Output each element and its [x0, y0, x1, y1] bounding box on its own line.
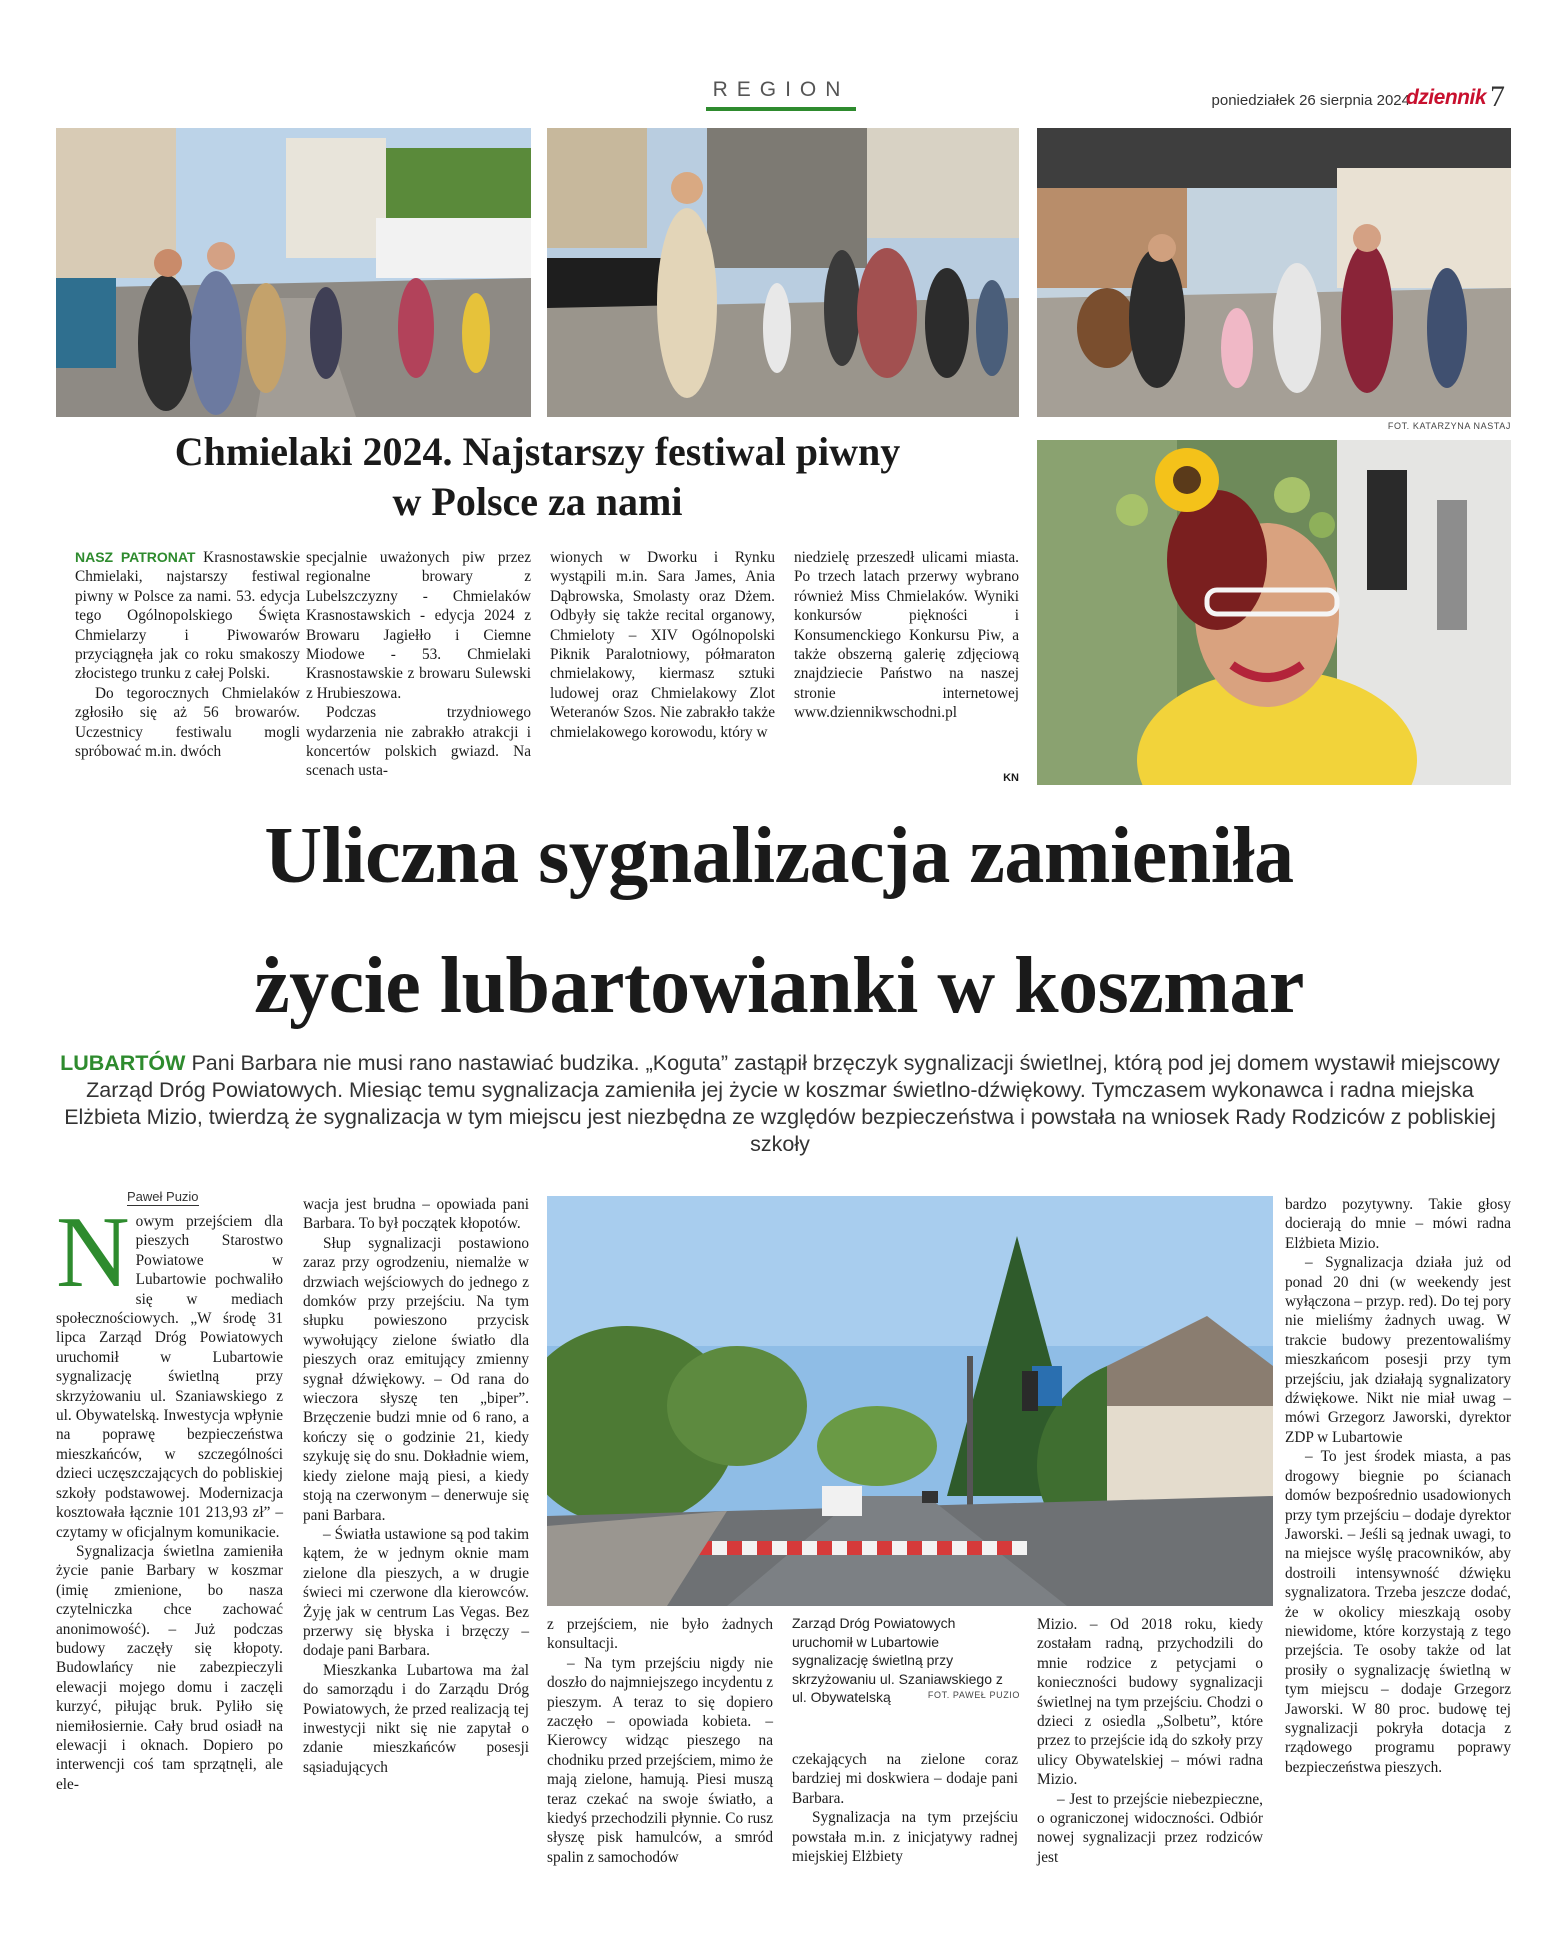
main-col4-p2: Sygnalizacja na tym przejściu powstała m.in. z inicjatywy radnej miejskiej Elżbiety: [792, 1809, 1018, 1866]
main-col5-p1: Mizio. – Od 2018 roku, kiedy zostałam radną, przychodzili do mnie rodzice z petycjami o konieczności budowy sygnalizacji świetlnej na tym przejściu. Chodzi o dzieci z osiedla „Solbetu”, które przez to przejście idą do szkoły przy ulicy Obywatelskiej – mówi radna Mizio.: [1037, 1616, 1263, 1789]
issue-date: poniedziałek 26 sierpnia 2024: [1211, 92, 1410, 109]
page-number: 7: [1490, 80, 1505, 113]
main-col3-p1: z przejściem, nie było żadnych konsultacji.: [547, 1616, 773, 1653]
main-headline-line1: Uliczna sygnalizacja zamieniła: [264, 812, 1294, 900]
main-col6-p3: – To jest środek miasta, a pas drogowy biegnie po ścianach domów bezpośrednio usadowionych przy tym przejściu – dodaje dyrektor Jaworski. – Jeśli są jednak uwagi, to na miejsce wyślę pracowników, aby dostroili intensywność dźwięku sygnalizatora. Trzeba jeszcze dodać, że w okolicy mieszkają osoby niewidome, które korzystają z tego przejścia. Te osoby także od lat prosiły o sygnalizację świetlną w tym miejscu – dodaje Grzegorz Jaworski. W 80 proc. budowę tej sygnalizacji pokryła dotacja z rządowego programu poprawy bezpieczeństwa pieszych.: [1285, 1448, 1511, 1776]
festival-col1-p1: Krasnostawskie Chmielaki, najstarszy festiwal piwny w Polsce za nami. 53. edycja tego Ogólnopolskiego Święta Chmielarzy i Piwowarów przyciągnęła jak co roku smakoszy złocistego trunku z całej Polski.: [75, 549, 301, 683]
festival-col2-p2: Podczas trzydniowego wydarzenia nie zabrakło atrakcji i koncertów polskich gwiazd. Na scenach usta-: [306, 704, 531, 780]
main-lead: [60, 1050, 1500, 1158]
main-column-3: [547, 1615, 773, 1867]
newspaper-logo: dziennik: [1405, 86, 1486, 109]
festival-column-2: [306, 548, 531, 781]
festival-photo-promenade: [1037, 128, 1511, 417]
main-col3-p2: – Na tym przejściu nigdy nie doszło do najmniejszego incydentu z pieszym. A teraz to się dopiero zaczęło – opowiada kobieta. – Kierowcy widząc pieszego na chodniku przed przejściem, mimo że mają zielone, hamują. Piesi muszą teraz czekać na swoje światło, a kiedyś przechodzili płynnie. Co rusz słyszę pisk hamulców, a smród spalin z samochodów: [547, 1654, 773, 1866]
festival-col1-p2: Do tegorocznych Chmielaków zgłosiło się aż 56 browarów. Uczestnicy festiwalu mogli spróbować m.in. dwóch: [75, 684, 300, 761]
festival-col4-p1: niedzielę przeszedł ulicami miasta. Po trzech latach przerwy wybrano również Miss Chmielaków. Wyniki konkursów piękności i Konsumenckiego Konkursu Piw, a także obszerną galerię zdjęciową znajdziecie Państwo na naszej stronie internetowej www.dziennikwschodni.pl: [794, 549, 1019, 722]
lead-location: LUBARTÓW: [60, 1051, 186, 1075]
main-column-6: [1285, 1195, 1511, 1777]
main-col1-p1: owym przejściem dla pieszych Starostwo Powiatowe w Lubartowie pochwaliło się w mediach społecznościowych. „W środę 31 lipca Zarząd Dróg Powiatowych uruchomił w Lubartowie sygnalizację świetlną przy skrzyżowaniu ul. Szaniawskiego z ul. Obywatelską. Inwestycja wpłynie na poprawę bezpieczeństwa mieszkańców, w szczególności dzieci uczęszczających do pobliskiej szkoły podstawowej. Modernizacja kosztowała łącznie 101 213,93 zł” – czytamy w oficjalnym komunikacie.: [56, 1213, 283, 1541]
festival-column-4: [794, 548, 1019, 723]
photo-caption-credit: FOT. PAWEŁ PUZIO: [927, 1690, 1020, 1700]
main-col4-p1: czekających na zielone coraz bardziej mi doskwiera – dodaje pani Barbara.: [792, 1751, 1018, 1807]
main-col2-p4: Mieszkanka Lubartowa ma żal do samorządu i do Zarządu Dróg Powiatowych, że przed realizacją tej inwestycji nikt się nie zapytał o zdanie mieszkańców posesji sąsiadujących: [303, 1661, 529, 1776]
main-column-2: [303, 1195, 529, 1777]
main-col5-p2: – Jest to przejście niebezpieczne, o ograniczonej widoczności. Odbiór nowej sygnalizacji przez rodziców jest: [1037, 1790, 1263, 1866]
author-byline: Paweł Puzio: [127, 1189, 199, 1204]
festival-col3-p1: wionych w Dworku i Rynku wystąpili m.in. Sara James, Ania Dąbrowska, Smolasty oraz Dżem. Odbyły się także recital organowy, Chmieloty – XIV Ogólnopolski Piknik Paralotniowy, półmaraton chmielakowy, kiermasz sztuki ludowej oraz Chmielakowy Zlot Weteranów Szos. Nie zabrakło także chmielakowego korowodu, który w: [550, 549, 775, 741]
festival-headline-line1: Chmielaki 2024. Najstarszy festiwal piwny: [174, 429, 901, 474]
main-col2-p2: Słup sygnalizacji postawiono zaraz przy ogrodzeniu, niemalże w drzwiach wejściowych do jednego z domków przy przejściu. Na tym słupku powieszono przycisk wywołujący zielone światło dla pieszych oraz emitujący zmienny sygnał dźwiękowy. – Od rana do wieczora słyszę ten „biper”. Brzęczenie budzi mnie od 6 rano, a kończy się o godzinie 21, kiedy szykuję się do snu. Dokładnie wiem, kiedy zielone mają piesi, a kiedy stoją na czerwonym – denerwuje się pani Barbara.: [303, 1234, 529, 1524]
main-headline-line2: życie lubartowianki w koszmar: [254, 942, 1304, 1030]
festival-column-1: [75, 548, 300, 761]
main-col6-p1: bardzo pozytywny. Takie głosy docierają do mnie – mówi radna Elżbieta Mizio.: [1285, 1196, 1511, 1252]
main-col2-p1: wacja jest brudna – opowiada pani Barbara. To był początek kłopotów.: [303, 1196, 529, 1233]
festival-photo-credit: FOT. KATARZYNA NASTAJ: [1387, 421, 1511, 431]
lead-text: Pani Barbara nie musi rano nastawiać budzika. „Koguta” zastąpił brzęczyk sygnalizacji świetlnej, którą pod jej domem wystawił miejscowy Zarząd Dróg Powiatowych. Miesiąc temu sygnalizacja zamieniła jej życie w koszmar świetlno-dźwiękowy. Tymczasem wykonawca i radna miejska Elżbieta Mizio, twierdzą że sygnalizacja w tym miejscu jest niezbędna ze względów bezpieczeństwa i powstała na wniosek Rady Rodziców z pobliskiej szkoły: [64, 1051, 1500, 1156]
main-col2-p3: – Światła ustawione są pod takim kątem, że w jednym oknie mam zielone dla pieszych, a w drugie świeci mi czerwone dla kierowców. Żyję jak w centrum Las Vegas. Bez przerwy się błyska i brzęczy – dodaje pani Barbara.: [303, 1525, 529, 1660]
festival-photo-portrait: [1037, 440, 1511, 785]
drop-cap: N: [56, 1196, 130, 1309]
festival-photo-crowd: [56, 128, 531, 417]
festival-headline-line2: w Polsce za nami: [392, 479, 683, 524]
street-crossing-photo: [547, 1196, 1273, 1606]
main-column-4: [792, 1750, 1018, 1866]
section-underline: [706, 107, 856, 111]
festival-column-3: [550, 548, 775, 742]
main-col1-p2: Sygnalizacja świetlna zamieniła życie panie Barbary w koszmar (imię zmienione, bo nasza czytelniczka chce zachować anonimowość). – Już podczas budowy zaczęły się kłopoty. Budowlańcy nie zabezpieczyli elewacji mojego domu i zaczęli kurzyć, piłując bruk. Pyliło się niemiłosiernie. Cały brud osiadł na elewacji i oknach. Dopiero po interwencji coś tam sprzątnęli, ale ele-: [56, 1542, 283, 1793]
photo-caption: Zarząd Dróg Powiatowych uruchomił w Lubartowie sygnalizację świetlną przy skrzyżowaniu ul. Szaniawskiego z ul. Obywatelską: [792, 1615, 1003, 1705]
main-column-5: [1037, 1615, 1263, 1867]
section-label: REGION: [712, 78, 850, 101]
main-col6-p2: – Sygnalizacja działa już od ponad 20 dni (w weekendy jest wyłączona – przyp. red). Do tej pory nie mieliśmy żadnych uwag. W trakcie budowy prezentowaliśmy mieszkańcom posesji przy tym przejściu, jak działają sygnalizatory dźwiękowe. Nikt nie miał uwag – mówi Grzegorz Jaworski, dyrektor ZDP w Lubartowie: [1285, 1254, 1511, 1446]
festival-author-initials: KN: [1003, 772, 1019, 784]
festival-photo-stalls: [547, 128, 1019, 417]
festival-col2-p1: specjalnie uważonych piw przez regionalne browary z Lubelszczyzny - Chmielaków Krasnostawskich - edycja 2024 z Browaru Jagiełło i Ciemne Miodowe - 53. Chmielaki Krasnostawskie z browaru Sulewski z Hrubieszowa.: [306, 549, 531, 702]
festival-kicker: NASZ PATRONAT: [75, 549, 196, 565]
